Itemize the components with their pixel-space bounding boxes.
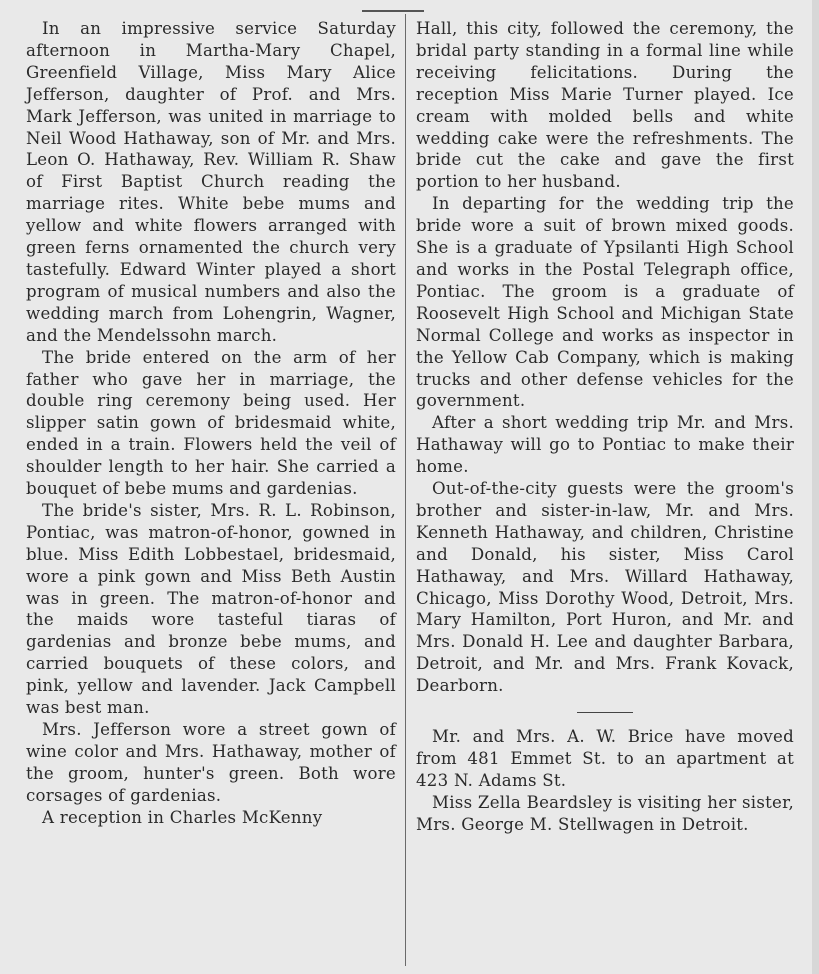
right-column [416, 18, 794, 836]
paragraph-bride-entrance: The bride entered on the arm of her father who gave her in marriage, the double ring ceremony being used. Her slipper satin gown of bridesmaid white, ended in a train. Flowers held the veil of shoulder length to her hair. She carried a bouquet of bebe mums and gardenias. [26, 347, 396, 499]
section-separator [577, 712, 633, 713]
paragraph-wedding-trip: In departing for the wedding trip the bride wore a suit of brown mixed goods. She is a graduate of Ypsilanti High School and works in the Postal Telegraph office, Pontiac. The groom is a graduate of Roosevelt High School and Michigan State Normal College and works as inspector in the Yellow Cab Company, which is making trucks and other defense vehicles for the government. [416, 194, 794, 411]
column-divider [405, 14, 406, 966]
left-column [26, 18, 396, 829]
top-rule [362, 10, 424, 12]
paragraph-new-home: After a short wedding trip Mr. and Mrs. Hathaway will go to Pontiac to make their home. [416, 413, 794, 477]
paragraph-mothers-attire: Mrs. Jefferson wore a street gown of wine color and Mrs. Hathaway, mother of the groom, hunter's green. Both wore corsages of gardenias. [26, 720, 396, 805]
paragraph-wedding-service: In an impressive service Saturday afternoon in Martha-Mary Chapel, Greenfield Village, Miss Mary Alice Jefferson, daughter of Prof. and Mrs. Mark Jefferson, was united in marriage to Neil Wood Hathaway, son of Mr. and Mrs. Leon O. Hathaway, Rev. William R. Shaw of First Baptist Church reading the marriage rites. White bebe mums and yellow and white flowers arranged with green ferns ornamented the church very tastefully. Edward Winter played a short program of musical numbers and also the wedding march from Lohengrin, Wagner, and the Mendelssohn march. [26, 19, 396, 345]
paragraph-guests: Out-of-the-city guests were the groom's brother and sister-in-law, Mr. and Mrs. Kenneth Hathaway, and children, Christine and Donald, his sister, Miss Carol Hathaway, and Mrs. Willard Hathaway, Chicago, Miss Dorothy Wood, Detroit, Mrs. Mary Hamilton, Port Huron, and Mr. and Mrs. Donald H. Lee and daughter Barbara, Detroit, and Mr. and Mrs. Frank Kovack, Dearborn. [416, 479, 794, 696]
paragraph-bridal-party: The bride's sister, Mrs. R. L. Robinson, Pontiac, was matron-of-honor, gowned in blue. Miss Edith Lobbestael, bridesmaid, wore a pink gown and Miss Beth Austin was in green. The matron-of-honor and the maids wore tasteful tiaras of gardenias and bronze bebe mums, and carried bouquets of these colors, and pink, yellow and lavender. Jack Campbell was best man. [26, 500, 396, 718]
paragraph-beardsley-visit: Miss Zella Beardsley is visiting her sister, Mrs. George M. Stellwagen in Detroit. [416, 792, 794, 834]
paragraph-brice-moved: Mr. and Mrs. A. W. Brice have moved from 481 Emmet St. to an apartment at 423 N. Adams St. [416, 727, 794, 790]
page-edge [812, 0, 819, 974]
paragraph-reception-start: A reception in Charles McKenny [42, 807, 323, 827]
paragraph-reception-continued: Hall, this city, followed the ceremony, the bridal party standing in a formal line while receiving felicitations. During the reception Miss Marie Turner played. Ice cream with molded bells and white wedding cake were the refreshments. The bride cut the cake and gave the first portion to her husband. [416, 19, 794, 192]
